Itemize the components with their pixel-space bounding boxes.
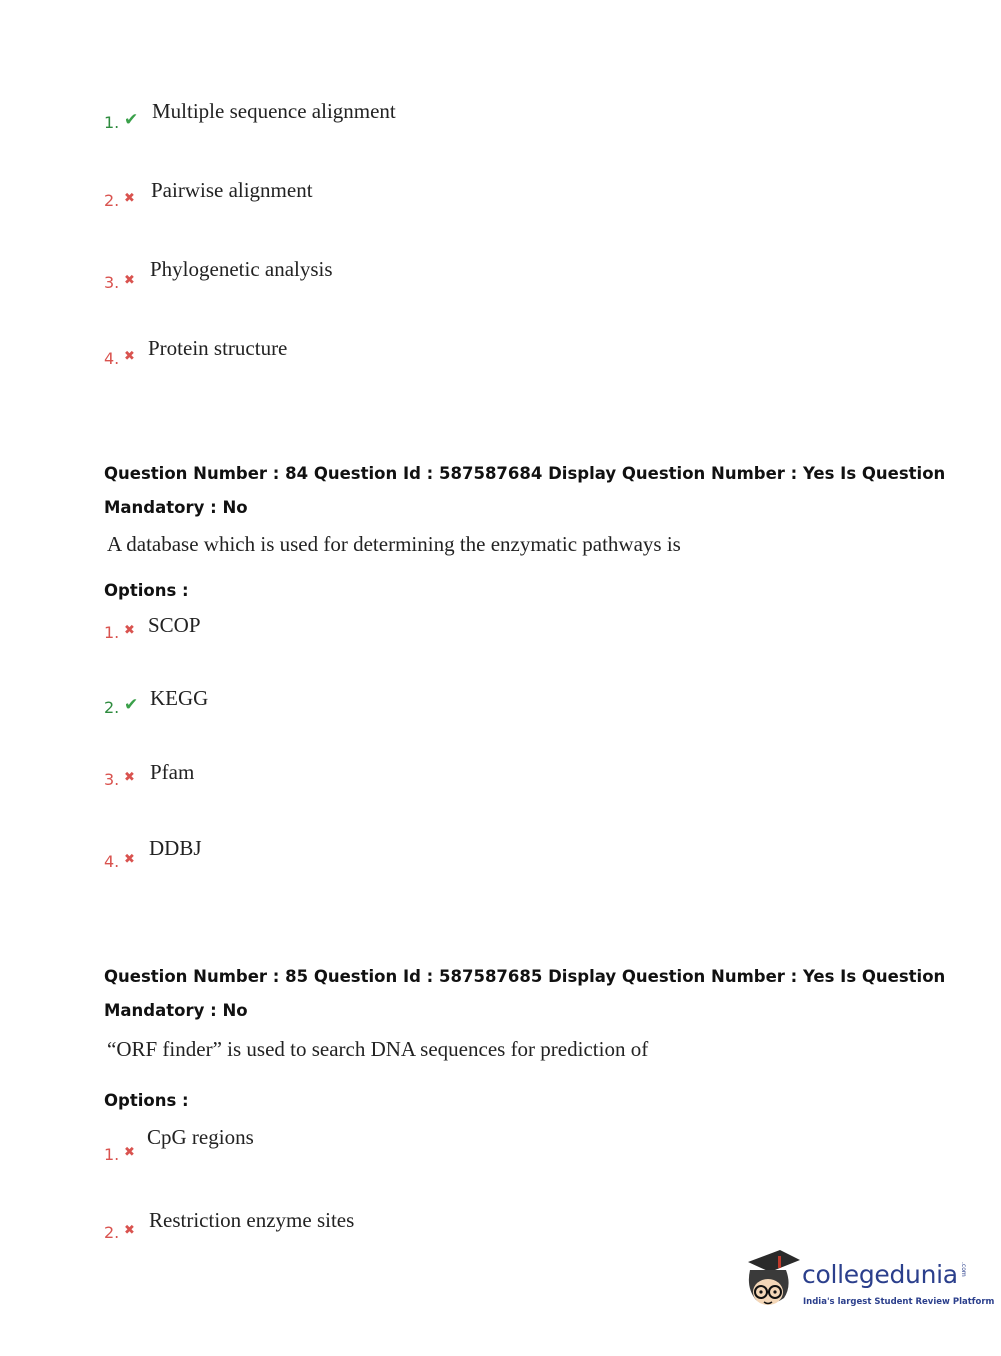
cross-icon: ✖ [124, 623, 135, 638]
option-number: 1. [104, 1145, 120, 1164]
option-text: Multiple sequence alignment [152, 99, 396, 123]
option-number: 2. [104, 191, 120, 210]
check-icon: ✔ [124, 110, 139, 130]
option-text: Phylogenetic analysis [150, 257, 333, 281]
option-text: Restriction enzyme sites [149, 1208, 355, 1232]
option-text: Pfam [150, 760, 195, 784]
option-number: 4. [104, 852, 120, 871]
logo-wordmark: collegedunia [802, 1260, 958, 1289]
q85-question-text: “ORF finder” is used to search DNA sequences for prediction of [107, 1037, 649, 1061]
option-text: DDBJ [149, 836, 202, 860]
option-text: CpG regions [147, 1125, 254, 1149]
option-text: Protein structure [148, 336, 288, 360]
collegedunia-logo [742, 1248, 995, 1320]
option-number: 3. [104, 770, 120, 789]
option-number: 3. [104, 273, 120, 292]
q85-meta-line1: Question Number : 85 Question Id : 587587685 Display Question Number : Yes Is Question [104, 967, 946, 986]
check-icon: ✔ [124, 695, 139, 715]
option-number: 2. [104, 698, 120, 717]
option-number: 1. [104, 113, 120, 132]
option-number: 4. [104, 349, 120, 368]
mascot-icon [742, 1248, 802, 1318]
q84-meta-line2: Mandatory : No [104, 498, 248, 517]
q84-options-label: Options : [104, 581, 189, 600]
option-text: Pairwise alignment [151, 178, 313, 202]
option-number: 1. [104, 623, 120, 642]
cross-icon: ✖ [124, 852, 135, 867]
cross-icon: ✖ [124, 770, 135, 785]
cross-icon: ✖ [124, 273, 135, 288]
q85-meta-line2: Mandatory : No [104, 1001, 248, 1020]
cross-icon: ✖ [124, 1145, 135, 1160]
option-text: SCOP [148, 613, 201, 637]
cross-icon: ✖ [124, 349, 135, 364]
logo-tagline: India's largest Student Review Platform [803, 1297, 995, 1307]
option-number: 2. [104, 1223, 120, 1242]
logo-suffix: .com [960, 1262, 967, 1277]
q84-meta-line1: Question Number : 84 Question Id : 587587684 Display Question Number : Yes Is Question [104, 464, 946, 483]
cross-icon: ✖ [124, 1223, 135, 1238]
option-text: KEGG [150, 686, 209, 710]
cross-icon: ✖ [124, 191, 135, 206]
q85-options-label: Options : [104, 1091, 189, 1110]
q84-question-text: A database which is used for determining the enzymatic pathways is [107, 532, 681, 556]
